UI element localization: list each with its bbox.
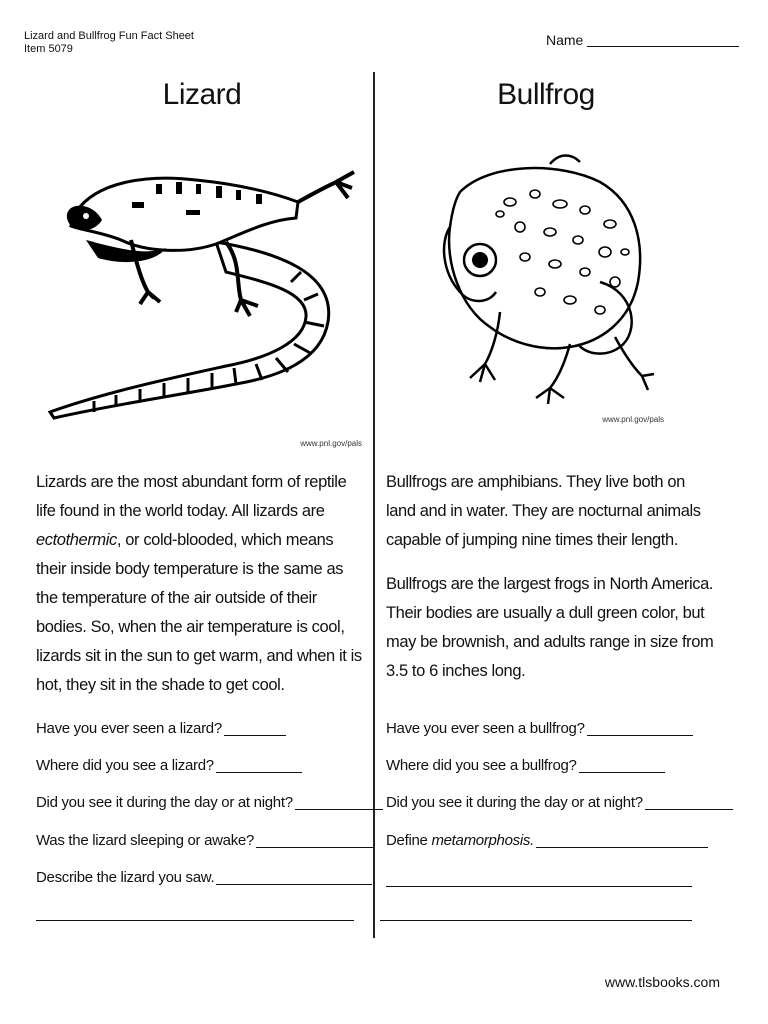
bullfrog-answer-line-2[interactable] xyxy=(380,920,692,921)
bullfrog-question-1: Have you ever seen a bullfrog? xyxy=(386,720,693,738)
bullfrog-illustration xyxy=(400,132,670,428)
lizard-extra-answer-line[interactable] xyxy=(36,920,354,921)
footer-url[interactable]: www.tlsbooks.com xyxy=(604,974,720,990)
bullfrog-answer-line-1[interactable] xyxy=(386,886,692,887)
answer-blank[interactable] xyxy=(587,735,693,736)
sheet-title: Lizard and Bullfrog Fun Fact Sheet xyxy=(24,30,194,42)
bullfrog-image-credit: www.pnl.gov/pals xyxy=(602,415,664,424)
lizard-desc-part2: , or cold-blooded, which means their inside body temperature is the same as the temperature of the air outside of their bodies. So, when the air temperature is cool, lizards sit in the sun to get warm, and when it is hot, they sit in the shade to get cool. xyxy=(36,531,362,694)
lizard-question-1: Have you ever seen a lizard? xyxy=(36,720,286,738)
answer-blank[interactable] xyxy=(224,735,286,736)
answer-blank[interactable] xyxy=(216,772,302,773)
answer-blank[interactable] xyxy=(579,772,665,773)
name-label: Name xyxy=(546,32,584,48)
bullfrog-icon xyxy=(400,132,670,428)
lizard-description xyxy=(36,468,366,700)
lizard-title: Lizard xyxy=(162,78,242,111)
answer-blank[interactable] xyxy=(645,809,733,810)
lizard-icon xyxy=(36,122,366,452)
ectothermic-term: ectothermic xyxy=(36,531,117,549)
lizard-question-4: Was the lizard sleeping or awake? xyxy=(36,832,374,850)
bullfrog-title: Bullfrog xyxy=(497,78,595,111)
bullfrog-question-4: Define metamorphosis. xyxy=(386,832,708,850)
answer-blank[interactable] xyxy=(256,847,374,848)
name-blank[interactable] xyxy=(587,46,739,47)
bullfrog-question-3: Did you see it during the day or at night? xyxy=(386,794,733,812)
answer-blank[interactable] xyxy=(216,884,372,885)
lizard-illustration xyxy=(36,122,366,452)
bullfrog-description-1: Bullfrogs are amphibians. They live both on land and in water. They are nocturnal animals capable of jumping nine times their length. xyxy=(386,473,701,549)
lizard-desc-part1: Lizards are the most abundant form of reptile life found in the world today. All lizards are xyxy=(36,473,347,520)
sheet-header xyxy=(24,30,194,56)
lizard-question-2: Where did you see a lizard? xyxy=(36,757,302,775)
answer-blank[interactable] xyxy=(295,809,383,810)
lizard-image-credit: www.pnl.gov/pals xyxy=(300,439,362,448)
lizard-question-3: Did you see it during the day or at night? xyxy=(36,794,383,812)
bullfrog-description-2: Bullfrogs are the largest frogs in North America. Their bodies are usually a dull green color, but may be brownish, and adults range in size from 3.5 to 6 inches long. xyxy=(386,575,714,680)
answer-blank[interactable] xyxy=(536,847,708,848)
item-number: Item 5079 xyxy=(24,43,73,55)
metamorphosis-term: metamorphosis. xyxy=(431,832,534,849)
name-field[interactable] xyxy=(546,32,739,48)
bullfrog-question-2: Where did you see a bullfrog? xyxy=(386,757,665,775)
lizard-question-5: Describe the lizard you saw. xyxy=(36,869,372,887)
